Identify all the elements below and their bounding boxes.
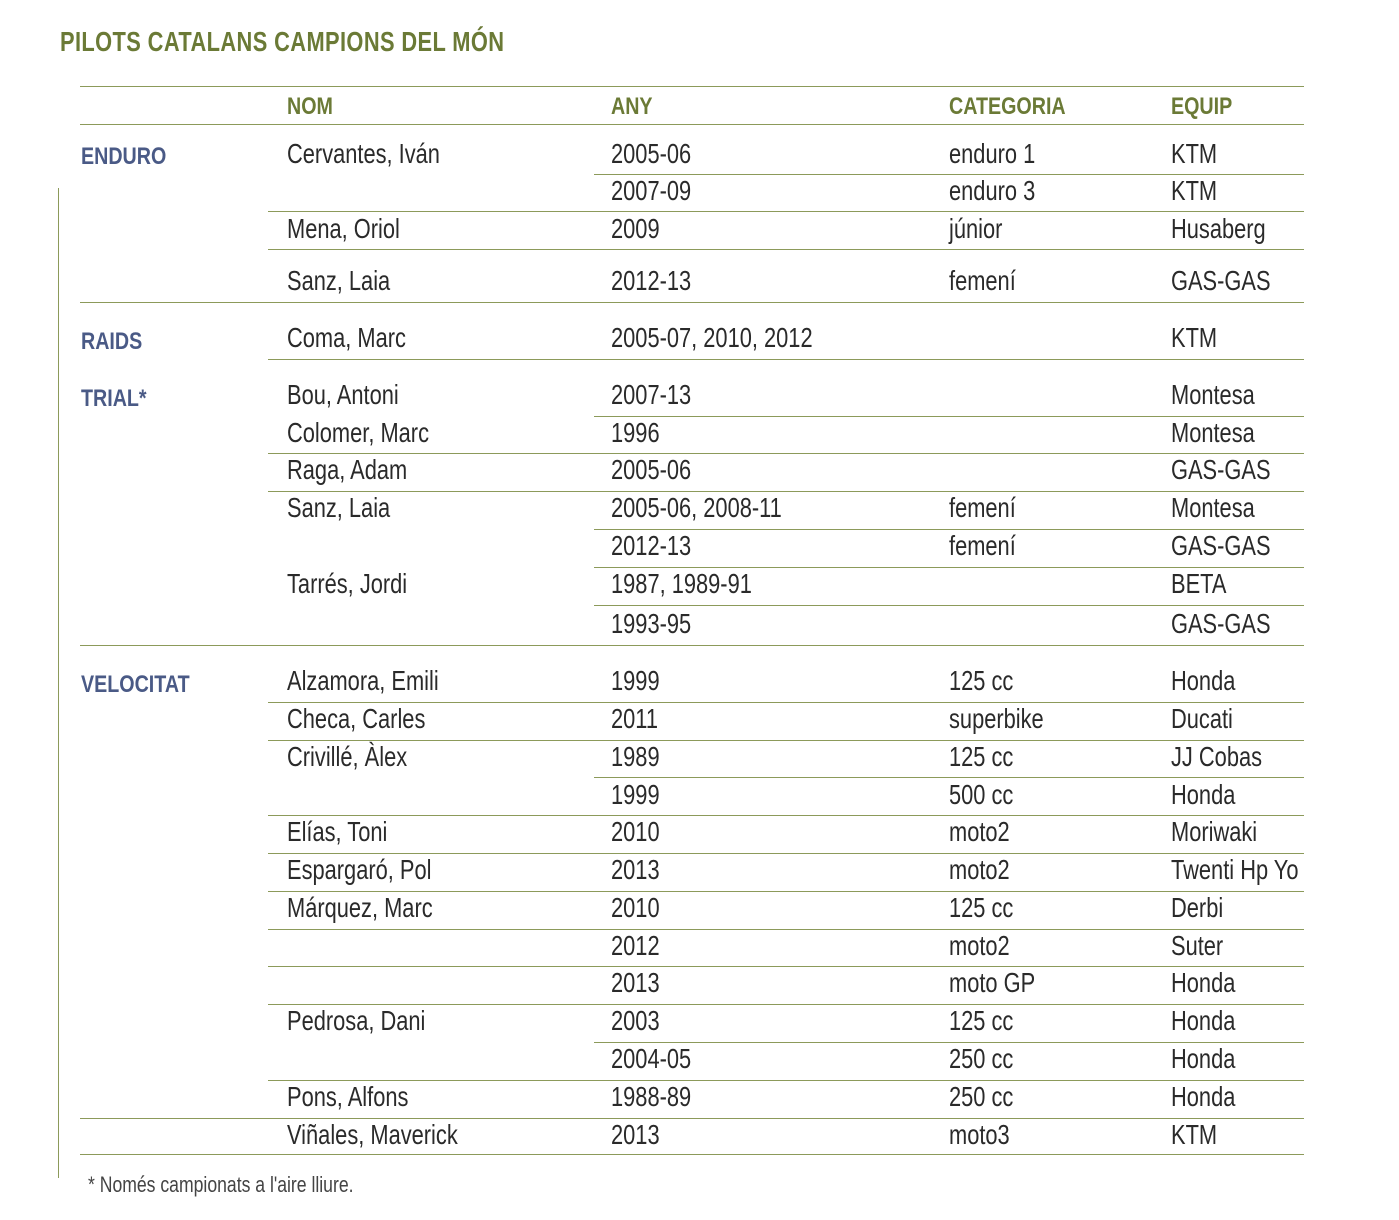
header-nom: NOM [287,93,333,120]
cell-nom: Márquez, Marc [287,892,433,923]
category-label: ENDURO [81,143,167,170]
cell-equip: Husaberg [1171,213,1266,244]
row-divider [268,453,1304,454]
cell-equip: GAS-GAS [1171,530,1271,561]
cell-any: 2011 [611,703,658,734]
row-divider [80,1118,1304,1119]
page-title: PILOTS CATALANS CAMPIONS DEL MÓN [60,26,505,57]
cell-any: 2013 [611,854,660,885]
category-label: TRIAL* [81,385,147,412]
cell-nom: Raga, Adam [287,454,408,485]
cell-categoria: 125 cc [949,741,1014,772]
cell-any: 1993-95 [611,608,692,639]
cell-categoria: 125 cc [949,892,1014,923]
row-divider [80,1154,1304,1155]
cell-any: 2013 [611,967,660,998]
cell-categoria: femení [949,492,1016,523]
cell-any: 1988-89 [611,1081,692,1112]
cell-categoria: moto3 [949,1119,1010,1150]
cell-any: 2012-13 [611,530,692,561]
cell-equip: Honda [1171,1043,1236,1074]
cell-categoria: júnior [949,213,1003,244]
cell-categoria: moto2 [949,854,1010,885]
cell-categoria: enduro 1 [949,138,1036,169]
cell-equip: Honda [1171,779,1236,810]
cell-nom: Sanz, Laia [287,492,391,523]
category-label: VELOCITAT [81,671,190,698]
cell-nom: Colomer, Marc [287,417,429,448]
cell-any: 2012-13 [611,265,692,296]
cell-nom: Pons, Alfons [287,1081,409,1112]
table-top-rule [80,86,1304,87]
cell-any: 1989 [611,741,660,772]
cell-any: 2005-06 [611,454,692,485]
row-divider [268,211,1304,212]
cell-nom: Espargaró, Pol [287,854,432,885]
cell-equip: Honda [1171,967,1236,998]
row-divider [268,740,1304,741]
row-divider [268,359,1304,360]
cell-any: 1999 [611,665,660,696]
cell-equip: Honda [1171,665,1236,696]
cell-any: 1999 [611,779,660,810]
cell-equip: Honda [1171,1081,1236,1112]
cell-equip: Suter [1171,930,1224,961]
cell-any: 2010 [611,892,660,923]
cell-any: 2007-13 [611,379,692,410]
left-rule [58,188,59,1178]
cell-nom: Bou, Antoni [287,379,399,410]
row-divider [268,1080,1304,1081]
cell-categoria: 125 cc [949,665,1014,696]
cell-equip: GAS-GAS [1171,454,1271,485]
header-rule [80,124,1304,125]
cell-categoria: femení [949,265,1016,296]
cell-equip: Montesa [1171,492,1255,523]
cell-any: 2003 [611,1005,660,1036]
cell-nom: Checa, Carles [287,703,426,734]
cell-any: 2005-06, 2008-11 [611,492,782,523]
cell-equip: KTM [1171,1119,1218,1150]
cell-equip: KTM [1171,322,1218,353]
cell-any: 2007-09 [611,175,692,206]
cell-categoria: femení [949,530,1016,561]
cell-equip: GAS-GAS [1171,608,1271,639]
cell-any: 2005-07, 2010, 2012 [611,322,813,353]
cell-any: 2009 [611,213,660,244]
cell-any: 1996 [611,417,660,448]
row-divider [268,929,1304,930]
cell-categoria: moto2 [949,816,1010,847]
cell-categoria: moto2 [949,930,1010,961]
header-any: ANY [611,93,653,120]
cell-categoria: moto GP [949,967,1036,998]
row-divider [268,966,1304,967]
cell-equip: Derbi [1171,892,1224,923]
cell-equip: Moriwaki [1171,816,1258,847]
header-categoria: CATEGORIA [949,93,1066,120]
cell-nom: Pedrosa, Dani [287,1005,426,1036]
cell-categoria: 125 cc [949,1005,1014,1036]
cell-categoria: 250 cc [949,1081,1014,1112]
cell-any: 2010 [611,816,660,847]
cell-equip: KTM [1171,138,1218,169]
footnote: * Només campionats a l'aire lliure. [88,1172,354,1197]
row-divider [268,815,1304,816]
cell-nom: Alzamora, Emili [287,665,439,696]
row-divider [268,491,1304,492]
cell-categoria: 500 cc [949,779,1014,810]
row-divider [594,605,1304,606]
cell-categoria: superbike [949,703,1044,734]
row-divider [268,249,1304,250]
cell-categoria: enduro 3 [949,175,1036,206]
cell-nom: Elías, Toni [287,816,388,847]
cell-nom: Tarrés, Jordi [287,568,408,599]
cell-nom: Coma, Marc [287,322,406,353]
cell-any: 2005-06 [611,138,692,169]
cell-equip: KTM [1171,175,1218,206]
header-equip: EQUIP [1171,93,1233,120]
cell-any: 2004-05 [611,1043,692,1074]
cell-nom: Crivillé, Àlex [287,741,408,772]
cell-equip: Honda [1171,1005,1236,1036]
cell-equip: Twenti Hp Yo [1171,854,1299,885]
category-label: RAIDS [81,328,143,355]
cell-nom: Viñales, Maverick [287,1119,458,1150]
row-divider [80,302,1304,303]
cell-any: 2013 [611,1119,660,1150]
cell-equip: JJ Cobas [1171,741,1263,772]
cell-nom: Cervantes, Iván [287,138,440,169]
cell-categoria: 250 cc [949,1043,1014,1074]
cell-equip: Ducati [1171,703,1233,734]
cell-any: 2012 [611,930,660,961]
cell-equip: BETA [1171,568,1227,599]
cell-equip: Montesa [1171,379,1255,410]
row-divider [80,645,1304,646]
cell-nom: Mena, Oriol [287,213,400,244]
cell-any: 1987, 1989-91 [611,568,752,599]
cell-equip: GAS-GAS [1171,265,1271,296]
cell-nom: Sanz, Laia [287,265,391,296]
cell-equip: Montesa [1171,417,1255,448]
